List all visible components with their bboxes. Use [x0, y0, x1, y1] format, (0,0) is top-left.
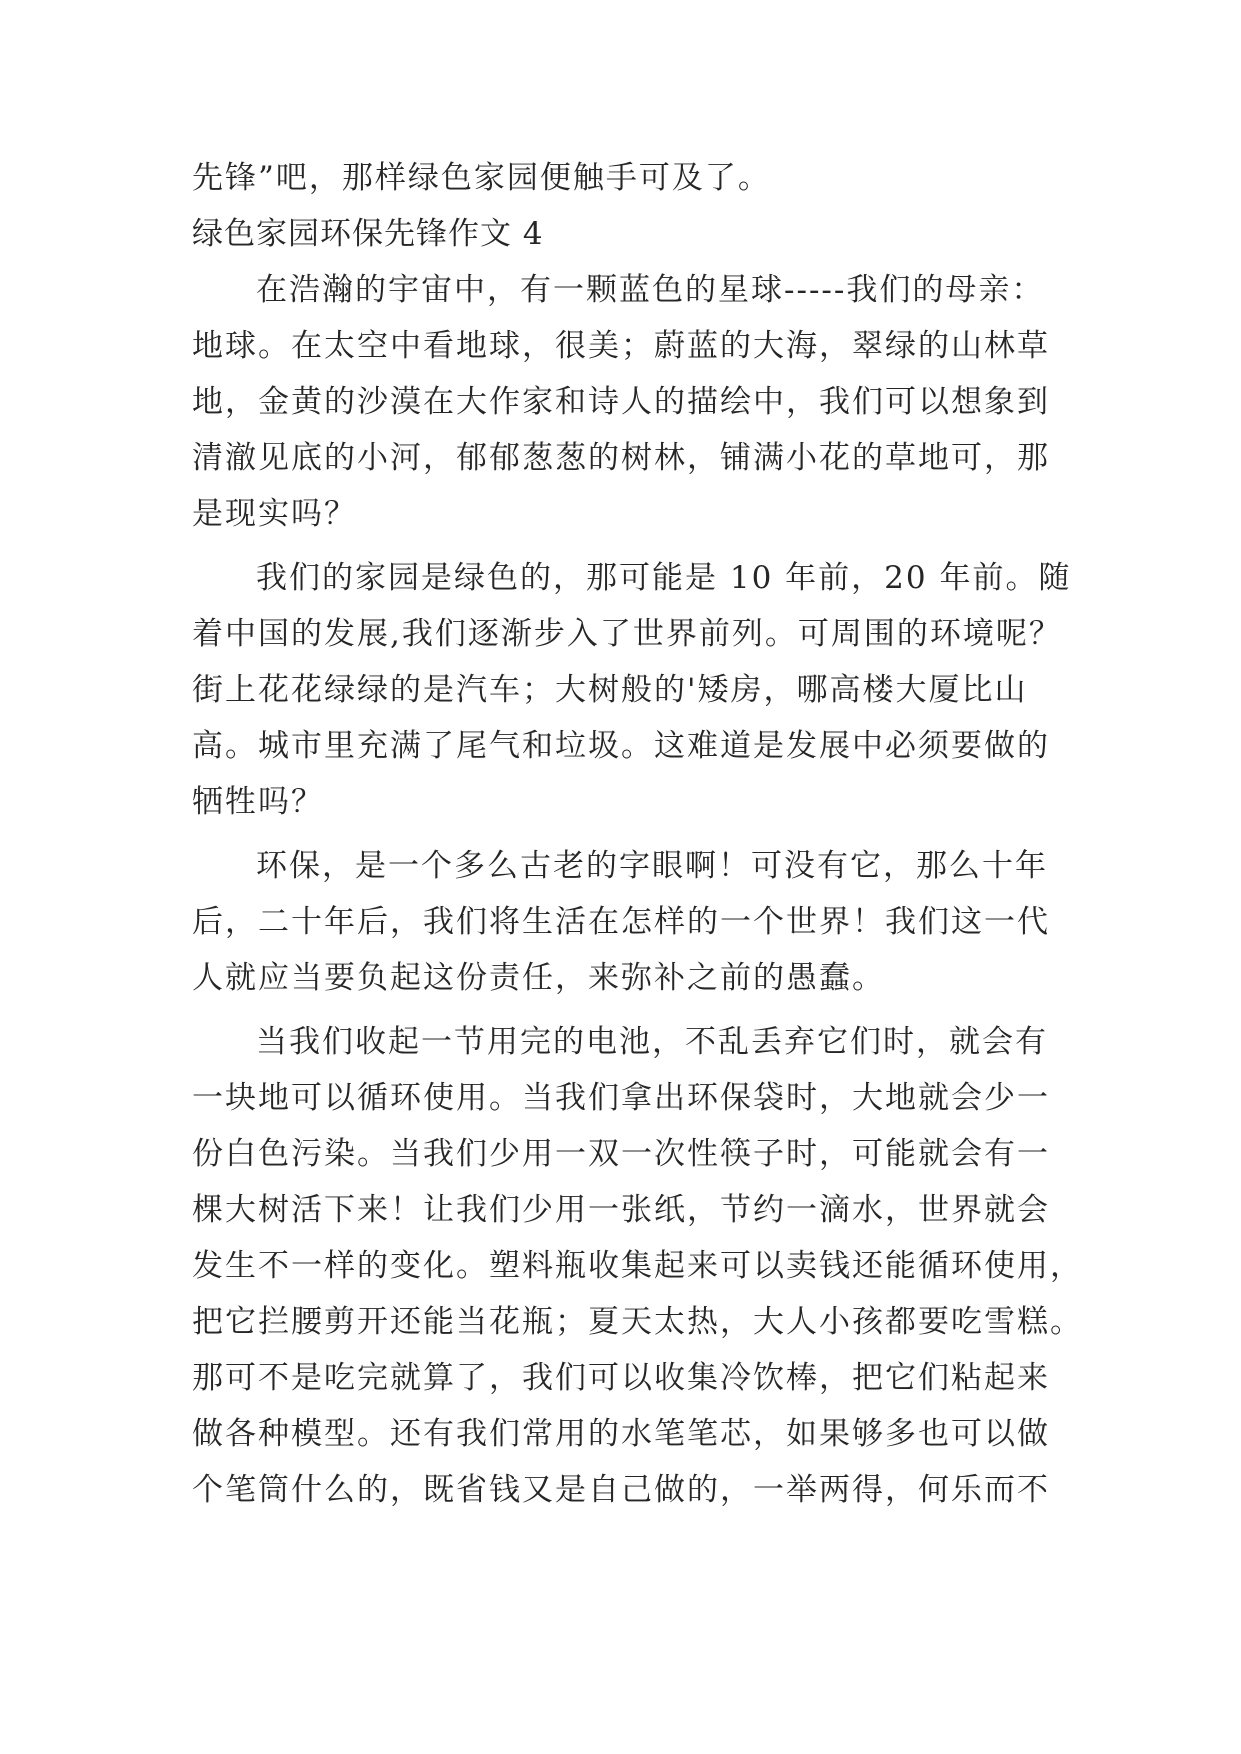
paragraph-2 — [192, 550, 1072, 830]
text-line: 是现实吗？ — [192, 496, 357, 532]
text-line: 做各种模型。还有我们常用的水笔笔芯，如果够多也可以做 — [192, 1416, 1050, 1452]
text-line: 个笔筒什么的，既省钱又是自己做的，一举两得，何乐而不 — [192, 1472, 1050, 1508]
paragraph-1 — [192, 262, 1052, 542]
paragraph-3 — [192, 838, 1052, 1006]
text-line: 环保，是一个多么古老的字眼啊！可没有它，那么十年 — [256, 848, 1048, 884]
paragraph-4 — [192, 1014, 1083, 1518]
text-line: 先锋”吧，那样绿色家园便触手可及了。 — [192, 160, 771, 196]
text-line: 当我们收起一节用完的电池，不乱丢弃它们时，就会有 — [256, 1024, 1048, 1060]
text-line: 人就应当要负起这份责任，来弥补之前的愚蠢。 — [192, 960, 885, 996]
document-body — [192, 150, 1083, 1518]
text-line: 地，金黄的沙漠在大作家和诗人的描绘中，我们可以想象到 — [192, 384, 1050, 420]
text-line: 街上花花绿绿的是汽车；大树般的'矮房，哪高楼大厦比山 — [192, 672, 1028, 708]
text-line: 份白色污染。当我们少用一双一次性筷子时，可能就会有一 — [192, 1136, 1050, 1172]
text-line: 在浩瀚的宇宙中，有一颗蓝色的星球-----我们的母亲： — [256, 272, 1045, 308]
text-line: 一块地可以循环使用。当我们拿出环保袋时，大地就会少一 — [192, 1080, 1050, 1116]
text-line: 地球。在太空中看地球，很美；蔚蓝的大海，翠绿的山林草 — [192, 328, 1050, 364]
text-line: 棵大树活下来！让我们少用一张纸，节约一滴水，世界就会 — [192, 1192, 1050, 1228]
text-line: 我们的家园是绿色的，那可能是 10 年前，20 年前。随 — [256, 560, 1072, 596]
paragraph-gap — [192, 1006, 1052, 1014]
text-line: 后，二十年后，我们将生活在怎样的一个世界！我们这一代 — [192, 904, 1050, 940]
text-line: 把它拦腰剪开还能当花瓶；夏天太热，大人小孩都要吃雪糕。 — [192, 1304, 1083, 1340]
text-line: 着中国的发展,我们逐渐步入了世界前列。可周围的环境呢？ — [192, 616, 1062, 652]
paragraph-gap — [192, 542, 1052, 550]
text-line: 牺牲吗？ — [192, 784, 324, 820]
text-line: 高。城市里充满了尾气和垃圾。这难道是发展中必须要做的 — [192, 728, 1050, 764]
paragraph-gap — [192, 830, 1052, 838]
text-line: 那可不是吃完就算了，我们可以收集冷饮棒，把它们粘起来 — [192, 1360, 1050, 1396]
text-line: 发生不一样的变化。塑料瓶收集起来可以卖钱还能循环使用， — [192, 1248, 1083, 1284]
text-line: 清澈见底的小河，郁郁葱葱的树林，铺满小花的草地可，那 — [192, 440, 1050, 476]
essay-title: 绿色家园环保先锋作文 4 — [192, 216, 544, 252]
